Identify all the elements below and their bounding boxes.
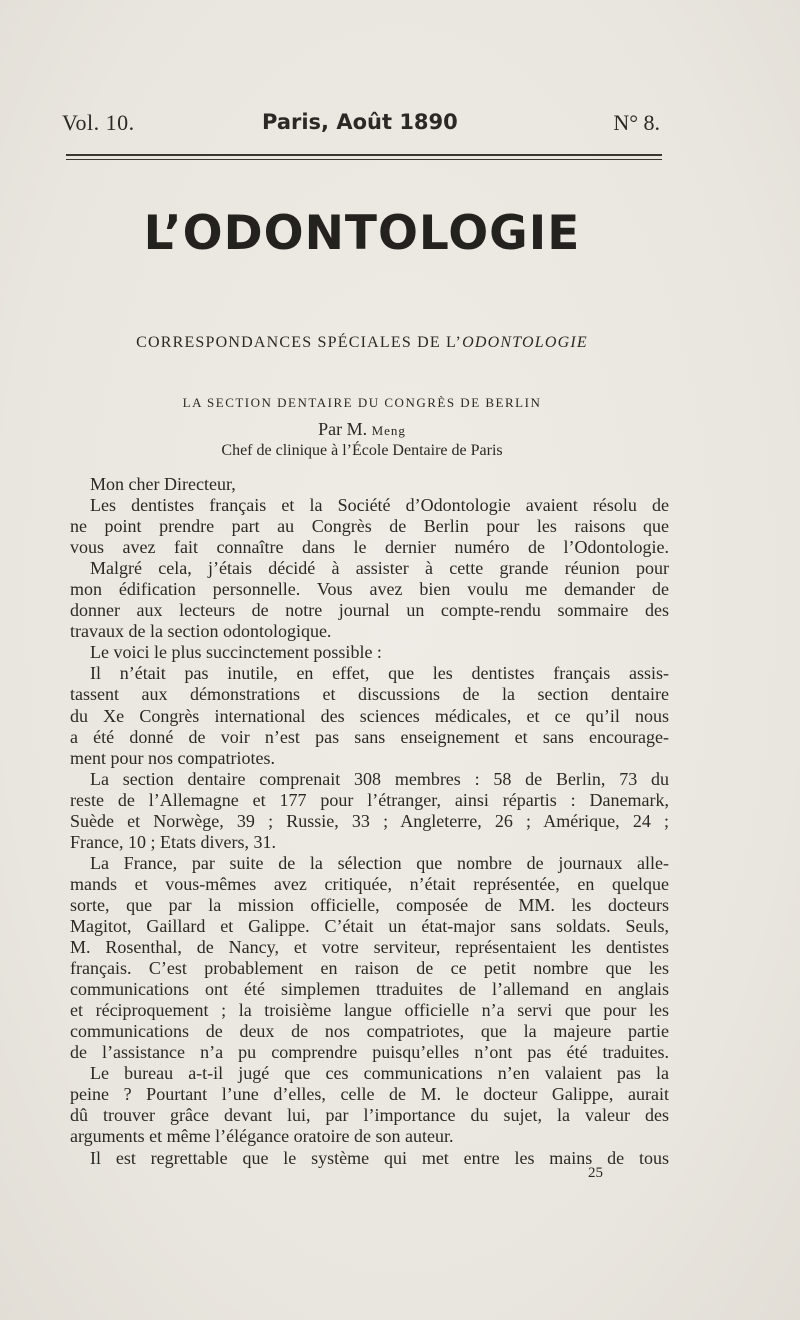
text-line: reste de l’Allemagne et 177 pour l’étranger, ainsi répartis : Danemark, — [70, 789, 669, 810]
text-line: Magitot, Gaillard et Galippe. C’était un état-major sans soldats. Seuls, — [70, 915, 669, 936]
text-line: Malgré cela, j’étais décidé à assister à cette grande réunion pour — [90, 558, 669, 579]
text-line: de l’assistance n’a pu comprendre puisqu’elles n’ont pas été traduites. — [70, 1042, 669, 1063]
running-header — [62, 110, 662, 146]
text-line: Il est regrettable que le système qui met entre les mains de tous — [90, 1147, 669, 1168]
text-line: français. C’est probablement en raison de ce petit nombre que les — [70, 958, 669, 979]
section-title-prefix: CORRESPONDANCES SPÉCIALES DE L’ — [136, 334, 463, 351]
text-line: tassent aux démonstrations et discussions de la section dentaire — [70, 684, 669, 705]
text-line: Les dentistes français et la Société d’Odontologie avaient résolu de — [90, 495, 669, 516]
text-line: mon édification personnelle. Vous avez bien voulu me demander de — [70, 579, 669, 600]
text-line: La France, par suite de la sélection que nombre de journaux alle- — [90, 852, 669, 873]
header-rule-thick — [66, 154, 662, 156]
text-line: dû trouver grâce devant lui, par l’importance du sujet, la valeur des — [70, 1105, 669, 1126]
text-line: donner aux lecteurs de notre journal un compte-rendu sommaire des — [70, 600, 669, 621]
text-line: du Xe Congrès international des sciences médicales, et ce qu’il nous — [70, 705, 669, 726]
text-line: vous avez fait connaître dans le dernier numéro de l’Odontologie. — [70, 537, 669, 558]
page-number: 25 — [588, 1165, 603, 1181]
text-line: Mon cher Directeur, — [90, 474, 236, 494]
section-title-journal: ODONTOLOGIE — [462, 334, 588, 351]
journal-masthead: L’ODONTOLOGIE — [143, 206, 581, 261]
text-line: Le voici le plus succinctement possible : — [90, 642, 382, 663]
text-line: communications ont été simplemen ttraduites de l’allemand en anglais — [70, 979, 669, 1000]
text-line: Il n’était pas inutile, en effet, que les dentistes français assis- — [90, 663, 669, 684]
text-line: peine ? Pourtant l’une d’elles, celle de M. le docteur Galippe, aurait — [70, 1084, 669, 1105]
issue-date: Paris, Août 1890 — [262, 110, 458, 134]
text-line: arguments et même l’élégance oratoire de son auteur. — [70, 1126, 454, 1147]
header-rule-thin — [66, 159, 662, 160]
text-line: Le bureau a-t-il jugé que ces communications n’en valaient pas la — [90, 1063, 669, 1084]
article-body — [70, 474, 669, 1169]
text-line: et réciproquement ; la troisième langue officielle n’a servi que pour les — [70, 1000, 669, 1021]
text-line: La section dentaire comprenait 308 membres : 58 de Berlin, 73 du — [90, 768, 669, 789]
section-title — [62, 334, 662, 352]
byline-prefix: Par M. — [318, 419, 368, 439]
text-line: communications de deux de nos compatriotes, que la majeure partie — [70, 1021, 669, 1042]
text-line: travaux de la section odontologique. — [70, 621, 332, 642]
byline — [62, 419, 662, 440]
author-affiliation: Chef de clinique à l’École Dentaire de Paris — [221, 442, 503, 459]
text-line: sorte, que par la mission officielle, composée de MM. les docteurs — [70, 894, 669, 915]
text-line: a été donné de voir n’est pas sans enseignement et sans encourage- — [70, 726, 669, 747]
text-line: Suède et Norwège, 39 ; Russie, 33 ; Angleterre, 26 ; Amérique, 24 ; — [70, 810, 669, 831]
text-line: France, 10 ; Etats divers, 31. — [70, 831, 276, 852]
author-name: Meng — [371, 423, 406, 438]
text-line: M. Rosenthal, de Nancy, et votre serviteur, représentaient les dentistes — [70, 937, 669, 958]
text-line: mands et vous-mêmes avez critiquée, n’était représentée, en quelque — [70, 873, 669, 894]
volume-label: Vol. 10. — [62, 110, 135, 135]
text-line: ne point prendre part au Congrès de Berlin pour les raisons que — [70, 516, 669, 537]
issue-number: N° 8. — [613, 110, 660, 135]
article-title: LA SECTION DENTAIRE DU CONGRÈS DE BERLIN — [182, 395, 542, 410]
text-line: ment pour nos compatriotes. — [70, 747, 275, 768]
